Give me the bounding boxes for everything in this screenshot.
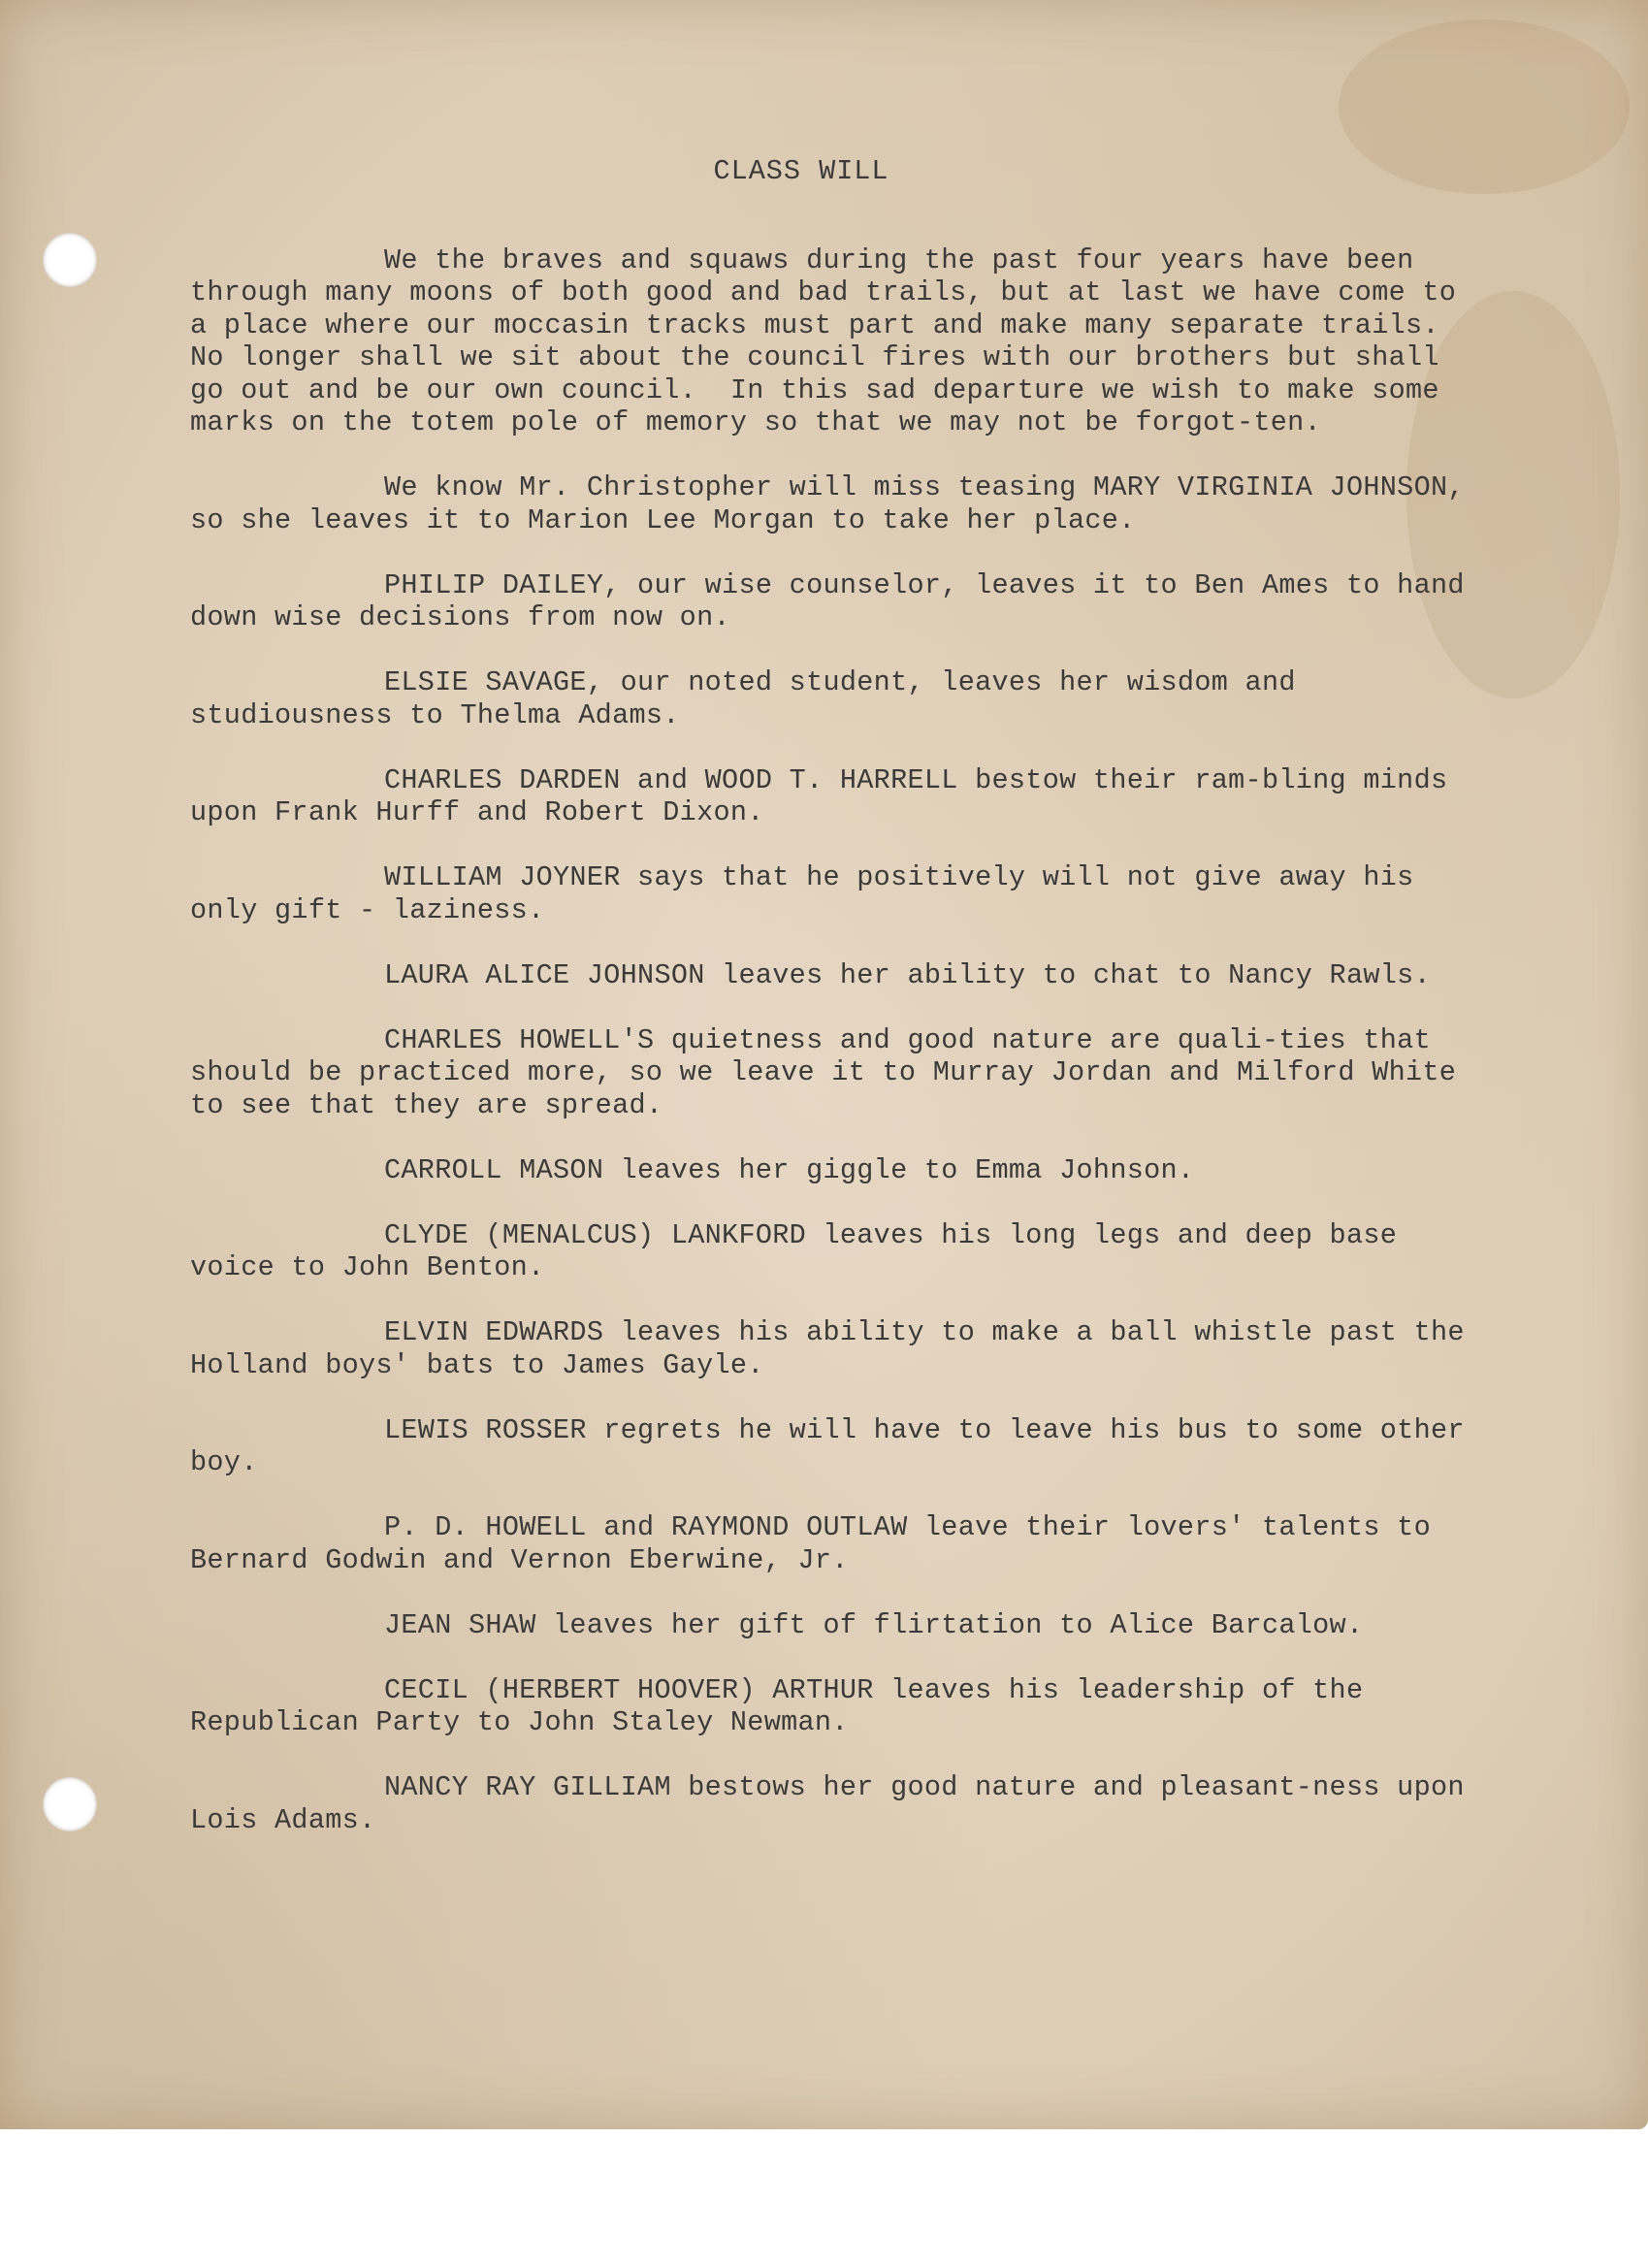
- will-entry: CLYDE (MENALCUS) LANKFORD leaves his long legs and deep base voice to John Benton.: [190, 1218, 1414, 1283]
- document-title: CLASS WILL: [713, 155, 889, 187]
- will-entry: ELVIN EDWARDS leaves his ability to make a ball whistle past the Holland boys' bats to James Gayle.: [190, 1316, 1482, 1381]
- intro-paragraph: We the braves and squaws during the past four years have been through many moons of both good and bad trails, but at last we have come to a place where our moccasin tracks must part and make many separate trails. No longer shall we sit about the council fires with our brothers but shall go out and be our own council. In this sad departure we wish to make some marks on the totem pole of memory so that we may not be forgot-ten.: [190, 243, 1473, 438]
- will-entry: We know Mr. Christopher will miss teasing MARY VIRGINIA JOHNSON, so she leaves it to Marion Lee Morgan to take her place.: [190, 471, 1482, 536]
- will-entry: JEAN SHAW leaves her gift of flirtation to Alice Barcalow.: [384, 1608, 1364, 1641]
- will-entry: CHARLES DARDEN and WOOD T. HARRELL bestow their ram-bling minds upon Frank Hurff and Robert Dixon.: [190, 763, 1465, 828]
- will-entry: CECIL (HERBERT HOOVER) ARTHUR leaves his leadership of the Republican Party to John Staley Newman.: [190, 1673, 1380, 1738]
- will-entry: NANCY RAY GILLIAM bestows her good nature and pleasant-ness upon Lois Adams.: [190, 1771, 1482, 1836]
- will-entry: ELSIE SAVAGE, our noted student, leaves her wisdom and studiousness to Thelma Adams.: [190, 666, 1313, 731]
- will-entry: CHARLES HOWELL'S quietness and good nature are quali-ties that should be practiced more, so we leave it to Murray Jordan and Milford White to see that they are spread.: [190, 1023, 1473, 1121]
- punch-hole-top: [43, 233, 97, 287]
- document-body: [190, 155, 1482, 1869]
- will-entry: PHILIP DAILEY, our wise counselor, leaves it to Ben Ames to hand down wise decisions from now on.: [190, 568, 1482, 633]
- will-entry: WILLIAM JOYNER says that he positively will not give away his only gift - laziness.: [190, 861, 1431, 926]
- will-entry: CARROLL MASON leaves her giggle to Emma Johnson.: [384, 1153, 1195, 1186]
- will-entry: P. D. HOWELL and RAYMOND OUTLAW leave their lovers' talents to Bernard Godwin and Vernon Eberwine, Jr.: [190, 1511, 1448, 1576]
- will-entry: LAURA ALICE JOHNSON leaves her ability to chat to Nancy Rawls.: [384, 958, 1431, 991]
- will-entry: LEWIS ROSSER regrets he will have to leave his bus to some other boy.: [190, 1413, 1482, 1478]
- punch-hole-bottom: [43, 1777, 97, 1831]
